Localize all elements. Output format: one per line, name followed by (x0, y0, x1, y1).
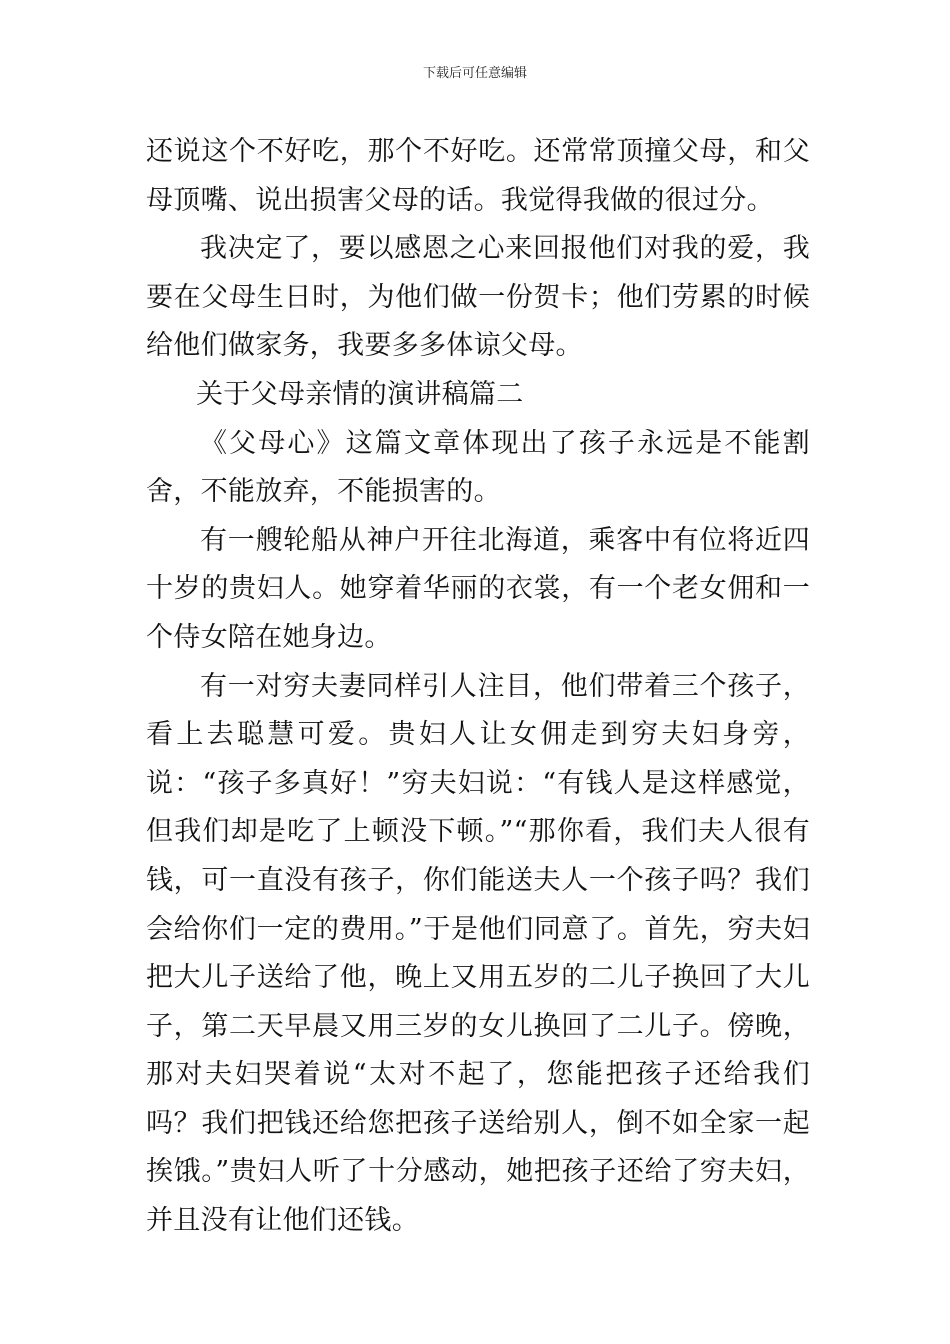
paragraph: 《父母心》这篇文章体现出了孩子永远是不能割舍，不能放弃，不能损害的。 (146, 427, 810, 508)
paragraph: 我决定了，要以感恩之心来回报他们对我的爱，我要在父母生日时，为他们做一份贺卡；他们劳累的时候给他们做家务，我要多多体谅父母。 (146, 233, 810, 362)
section-heading: 关于父母亲情的演讲稿篇二 (196, 378, 524, 410)
page-header: 下载后可任意编辑 (422, 66, 527, 81)
document-body (146, 128, 810, 1246)
paragraph: 有一艘轮船从神户开往北海道，乘客中有位将近四十岁的贵妇人。她穿着华丽的衣裳，有一个老女佣和一个侍女陪在她身边。 (146, 524, 810, 653)
paragraph: 有一对穷夫妻同样引人注目，他们带着三个孩子，看上去聪慧可爱。贵妇人让女佣走到穷夫妇身旁，说：“孩子多真好！”穷夫妇说：“有钱人是这样感觉，但我们却是吃了上顿没下顿。”“那你看，我们夫人很有钱，可一直没有孩子，你们能送夫人一个孩子吗？我们会给你们一定的费用。”于是他们同意了。首先，穷夫妇把大儿子送给了他，晚上又用五岁的二儿子换回了大儿子，第二天早晨又用三岁的女儿换回了二儿子。傍晚，那对夫妇哭着说“太对不起了，您能把孩子还给我们吗？我们把钱还给您把孩子送给别人，倒不如全家一起挨饿。”贵妇人听了十分感动，她把孩子还给了穷夫妇，并且没有让他们还钱。 (146, 670, 810, 1237)
paragraph: 还说这个不好吃，那个不好吃。还常常顶撞父母，和父母顶嘴、说出损害父母的话。我觉得我做的很过分。 (146, 136, 810, 216)
